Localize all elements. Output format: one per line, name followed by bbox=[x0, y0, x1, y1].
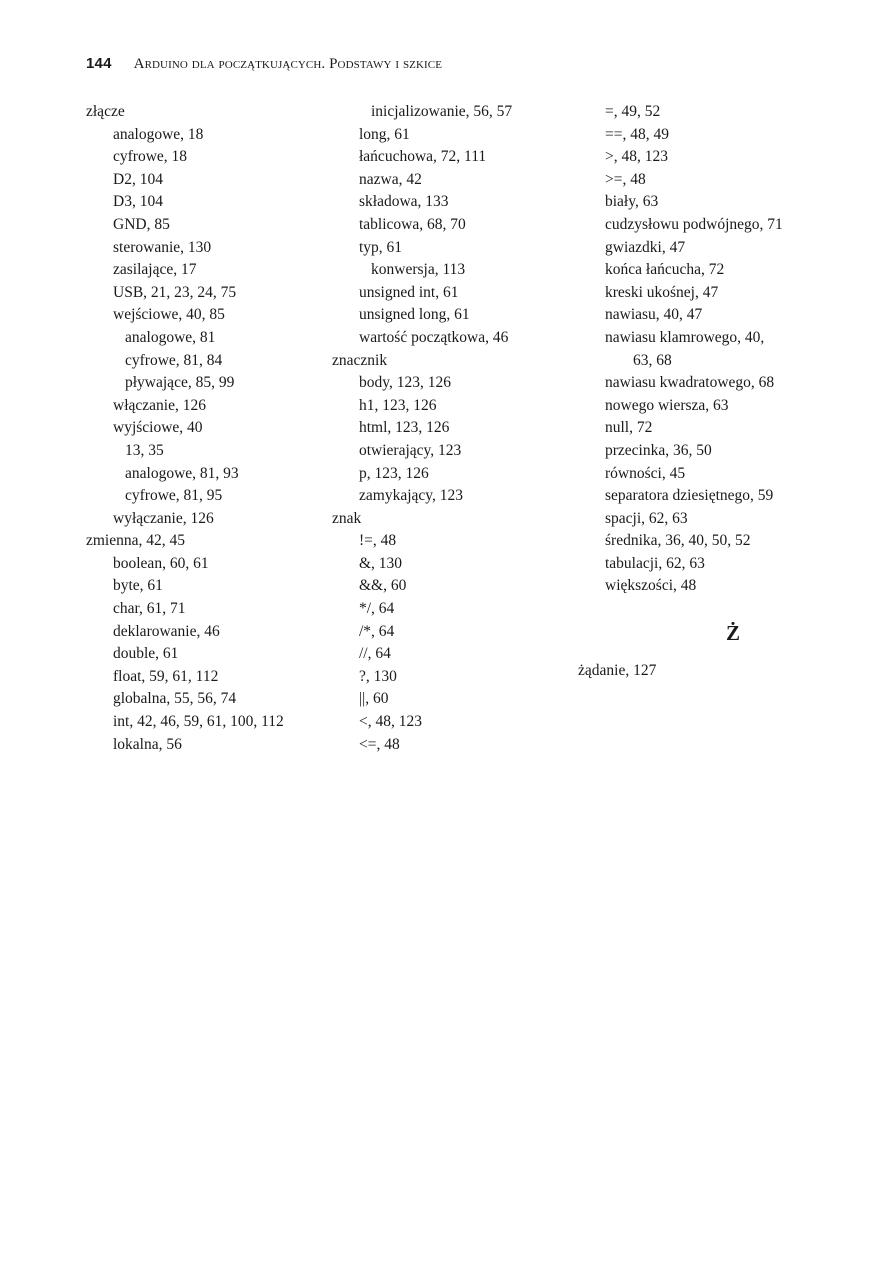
index-entry-sub: analogowe, 81 bbox=[125, 328, 216, 346]
index-entry-sub: <, 48, 123 bbox=[359, 713, 422, 731]
index-entry-sub: nawiasu klamrowego, 40, bbox=[605, 328, 765, 346]
index-entry-sub: pływające, 85, 99 bbox=[125, 374, 235, 392]
index-entry-sub: nowego wiersza, 63 bbox=[605, 396, 729, 414]
index-entry-sub: konwersja, 113 bbox=[371, 261, 466, 279]
index-entry-sub: GND, 85 bbox=[113, 215, 170, 233]
index-entry-sub: char, 61, 71 bbox=[113, 600, 186, 618]
index-entry-sub: tabulacji, 62, 63 bbox=[605, 554, 705, 572]
index-entry-sub: >, 48, 123 bbox=[605, 148, 668, 166]
index-entry-sub: cyfrowe, 81, 84 bbox=[125, 351, 223, 369]
letter-heading: Ż bbox=[725, 621, 740, 646]
index-entry-sub: p, 123, 126 bbox=[359, 464, 429, 482]
index-entry-sub: składowa, 133 bbox=[359, 193, 449, 211]
index-entry-sub: ?, 130 bbox=[359, 667, 397, 685]
index-entry-sub: wartość początkowa, 46 bbox=[359, 328, 509, 346]
index-entry-sub: łańcuchowa, 72, 111 bbox=[359, 148, 487, 166]
index-entry-sub: int, 42, 46, 59, 61, 100, 112 bbox=[113, 713, 284, 731]
index-entry-main: znacznik bbox=[332, 351, 388, 369]
index-entry-sub: większości, 48 bbox=[605, 577, 697, 595]
index-entry-sub: gwiazdki, 47 bbox=[605, 238, 686, 256]
index-entry-sub: cudzysłowu podwójnego, 71 bbox=[605, 215, 783, 233]
index-entry-main: złącze bbox=[86, 103, 125, 120]
index-entry-sub: &&, 60 bbox=[359, 577, 407, 595]
index-entry-sub: zamykający, 123 bbox=[359, 487, 464, 505]
index-entry-sub: double, 61 bbox=[113, 645, 179, 663]
index-column-3-entries-z bbox=[578, 660, 883, 683]
index-entry-sub: równości, 45 bbox=[605, 464, 686, 482]
index-entry-sub: h1, 123, 126 bbox=[359, 396, 437, 414]
running-title: Arduino dla początkujących. Podstawy i szkice bbox=[133, 56, 443, 72]
index-entry-sub: =, 49, 52 bbox=[605, 103, 661, 120]
page-number: 144 bbox=[86, 55, 112, 72]
index-column-3-entries bbox=[578, 101, 883, 598]
index-entry-sub: */, 64 bbox=[359, 600, 395, 618]
index-entry-sub: zasilające, 17 bbox=[113, 261, 197, 279]
index-entry-sub: unsigned int, 61 bbox=[359, 283, 459, 301]
index-entry-sub: otwierający, 123 bbox=[359, 441, 462, 459]
index-entry-sub: D2, 104 bbox=[113, 170, 163, 188]
index-column-1 bbox=[86, 101, 341, 756]
index-entry-sub: body, 123, 126 bbox=[359, 374, 451, 392]
index-entry-main: żądanie, 127 bbox=[578, 661, 657, 679]
index-entry-sub: separatora dziesiętnego, 59 bbox=[605, 487, 774, 505]
index-entry-sub: //, 64 bbox=[359, 645, 391, 663]
index-entry-sub: inicjalizowanie, 56, 57 bbox=[371, 103, 513, 120]
index-entry-main: zmienna, 42, 45 bbox=[86, 532, 186, 550]
index-entry-sub: >=, 48 bbox=[605, 170, 646, 188]
index-entry-sub: unsigned long, 61 bbox=[359, 306, 470, 324]
index-entry-sub: 13, 35 bbox=[125, 441, 164, 459]
index-entry-sub: przecinka, 36, 50 bbox=[605, 441, 712, 459]
index-entry-sub: cyfrowe, 81, 95 bbox=[125, 487, 223, 505]
index-entry-sub: USB, 21, 23, 24, 75 bbox=[113, 283, 237, 301]
index-entry-sub: średnika, 36, 40, 50, 52 bbox=[605, 532, 751, 550]
index-entry-sub: włączanie, 126 bbox=[113, 396, 206, 414]
index-entry-sub: końca łańcucha, 72 bbox=[605, 261, 725, 279]
index-column-3 bbox=[578, 101, 883, 682]
index-entry-sub: kreski ukośnej, 47 bbox=[605, 283, 719, 301]
index-entry-sub: tablicowa, 68, 70 bbox=[359, 215, 466, 233]
index-entry-sub: ==, 48, 49 bbox=[605, 125, 669, 143]
index-entry-sub: sterowanie, 130 bbox=[113, 238, 212, 256]
index-entry-sub: D3, 104 bbox=[113, 193, 163, 211]
index-entry-sub: long, 61 bbox=[359, 125, 410, 143]
running-header bbox=[86, 55, 442, 73]
index-entry-sub: &, 130 bbox=[359, 554, 403, 572]
index-entry-sub: lokalna, 56 bbox=[113, 735, 182, 753]
index-entry-sub: biały, 63 bbox=[605, 193, 659, 211]
index-entry-sub: float, 59, 61, 112 bbox=[113, 667, 219, 685]
index-entry-sub: analogowe, 81, 93 bbox=[125, 464, 239, 482]
index-entry-sub: nawiasu, 40, 47 bbox=[605, 306, 703, 324]
index-entry-sub: wyłączanie, 126 bbox=[113, 509, 214, 527]
index-entry-sub: !=, 48 bbox=[359, 532, 397, 550]
index-entry-sub: nawiasu kwadratowego, 68 bbox=[605, 374, 775, 392]
index-entry-sub: spacji, 62, 63 bbox=[605, 509, 688, 527]
index-entry-sub: typ, 61 bbox=[359, 238, 403, 256]
index-column-2 bbox=[332, 101, 572, 756]
index-entry-main: znak bbox=[332, 509, 362, 527]
index-entry-sub: 63, 68 bbox=[633, 351, 672, 369]
index-entry-sub: null, 72 bbox=[605, 419, 653, 437]
index-entry-sub: cyfrowe, 18 bbox=[113, 148, 188, 166]
index-entry-sub: html, 123, 126 bbox=[359, 419, 450, 437]
index-entry-sub: byte, 61 bbox=[113, 577, 163, 595]
index-entry-sub: nazwa, 42 bbox=[359, 170, 422, 188]
index-entry-sub: wyjściowe, 40 bbox=[113, 419, 203, 437]
index-entry-sub: /*, 64 bbox=[359, 622, 395, 640]
index-entry-sub: wejściowe, 40, 85 bbox=[113, 306, 225, 324]
index-entry-sub: boolean, 60, 61 bbox=[113, 554, 209, 572]
index-entry-sub: ||, 60 bbox=[359, 690, 389, 708]
index-entry-sub: deklarowanie, 46 bbox=[113, 622, 220, 640]
index-entry-sub: analogowe, 18 bbox=[113, 125, 204, 143]
index-entry-sub: globalna, 55, 56, 74 bbox=[113, 690, 237, 708]
index-entry-sub: <=, 48 bbox=[359, 735, 400, 753]
